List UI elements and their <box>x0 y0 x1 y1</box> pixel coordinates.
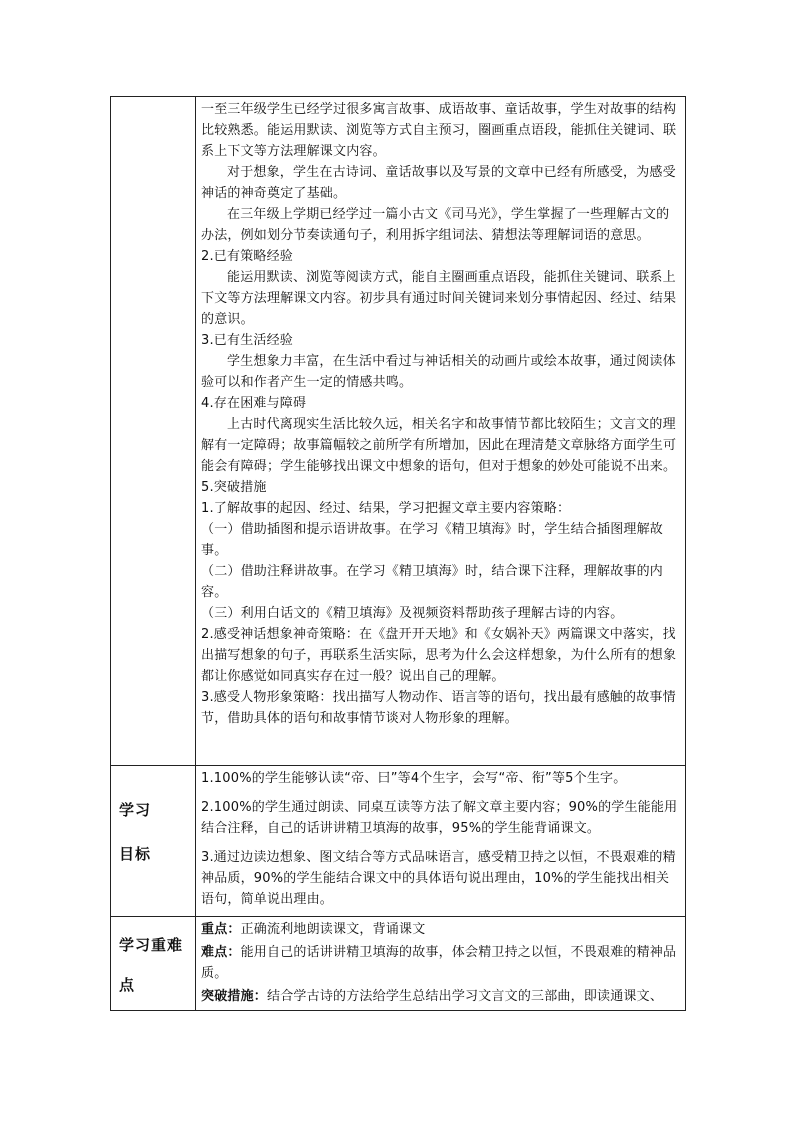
key-point-focus <box>201 919 681 940</box>
analysis-body <box>196 97 685 731</box>
key-points-row <box>111 917 686 1011</box>
analysis-paragraph: 2.已有策略经验 <box>201 249 294 264</box>
analysis-paragraph: 一至三年级学生已经学过很多寓言故事、成语故事、童话故事，学生对故事的结构比较熟悉。能运用默读、浏览等方式自主预习，圈画重点语段，能抓住关键词、联系上下文等方法理解课文内容。 <box>201 102 677 159</box>
analysis-paragraph: （三）利用白话文的《精卫填海》及视频资料帮助孩子理解古诗的内容。 <box>201 606 624 621</box>
goal-item-3: 3.通过边读边想象、图文结合等方式品味语言，感受精卫持之以恒，不畏艰难的精神品质，90%的学生能结合课文中的具体语句说出理由，10%的学生能找出相关语句，简单说出理由。 <box>201 850 676 907</box>
key-point-difficulty <box>201 942 681 984</box>
analysis-paragraph: 3.已有生活经验 <box>201 333 294 348</box>
analysis-paragraph: 5.突破措施 <box>201 480 267 495</box>
key-points-label-cell <box>111 917 196 1011</box>
analysis-paragraph: 2.感受神话想象神奇策略：在《盘开开天地》和《女娲补天》两篇课文中落实，找出描写想象的句子，再联系生活实际，思考为什么会这样想象，为什么所有的想象都让你感觉如同真实存在过一般？说出自己的理解。 <box>201 627 677 684</box>
analysis-paragraph: 在三年级上学期已经学过一篇小古文《司马光》，学生掌握了一些理解古文的办法，例如划分节奏读通句子，利用拆字组词法、猜想法等理解词语的意思。 <box>201 207 670 243</box>
analysis-content-cell <box>196 97 686 766</box>
key-point-focus-text: 正确流利地朗读课文，背诵课文 <box>240 922 426 937</box>
analysis-paragraph: 上古时代离现实生活比较久远，相关名字和故事情节都比较陌生；文言文的理解有一定障碍；故事篇幅较之前所学有所增加，因此在理清楚文章脉络方面学生可能会有障碍；学生能够找出课文中想象的语句，但对于想象的妙处可能说不出来。 <box>201 417 677 474</box>
analysis-paragraph: （一）借助插图和提示语讲故事。在学习《精卫填海》时，学生结合插图理解故事。 <box>201 522 664 558</box>
key-point-focus-title: 重点： <box>201 922 241 937</box>
key-point-measures-text: 结合学古诗的方法给学生总结出学习文言文的三部曲，即读通课文、 <box>267 989 664 1004</box>
analysis-paragraph: （二）借助注释讲故事。在学习《精卫填海》时，结合课下注释，理解故事的内容。 <box>201 564 664 600</box>
analysis-paragraph: 3.感受人物形象策略：找出描写人物动作、语言等的语句，找出最有感触的故事情节，借助具体的语句和故事情节谈对人物形象的理解。 <box>201 690 676 726</box>
analysis-paragraph: 1.了解故事的起因、经过、结果，学习把握文章主要内容策略： <box>201 501 571 516</box>
key-point-difficulty-title: 难点： <box>201 945 241 960</box>
goal-item-2: 2.100%的学生通过朗读、同桌互读等方法了解文章主要内容；90%的学生能能用结合注释，自己的话讲讲精卫填海的故事，95%的学生能背诵课文。 <box>201 800 678 836</box>
goals-label-line2: 目标 <box>119 845 152 863</box>
goal-item-1: 1.100%的学生能够认读“帝、曰”等4个生字，会写“帝、衔”等5个生字。 <box>201 771 627 786</box>
goals-label-cell <box>111 766 196 917</box>
lesson-plan-table <box>110 96 686 1011</box>
key-points-label-line2: 点 <box>119 976 136 994</box>
analysis-label-cell <box>111 97 196 766</box>
key-point-measures <box>201 986 681 1007</box>
analysis-paragraph: 4.存在困难与障碍 <box>201 396 307 411</box>
analysis-paragraph: 对于想象，学生在古诗词、童话故事以及写景的文章中已经有所感受，为感受神话的神奇奠定了基础。 <box>201 165 676 201</box>
key-points-label-line1: 学习重难 <box>119 936 184 954</box>
analysis-paragraph: 学生想象力丰富，在生活中看过与神话相关的动画片或绘本故事，通过阅读体验可以和作者产生一定的情感共鸣。 <box>201 354 676 390</box>
key-point-measures-title: 突破措施： <box>201 989 268 1004</box>
goals-label-line1: 学习 <box>119 801 152 819</box>
goals-content-cell <box>196 766 686 917</box>
analysis-row <box>111 97 686 766</box>
goals-row <box>111 766 686 917</box>
key-points-content-cell <box>196 917 686 1011</box>
key-point-difficulty-text: 能用自己的话讲讲精卫填海的故事，体会精卫持之以恒，不畏艰难的精神品质。 <box>201 945 677 981</box>
analysis-paragraph: 能运用默读、浏览等阅读方式，能自主圈画重点语段，能抓住关键词、联系上下文等方法理解课文内容。初步具有通过时间关键词来划分事情起因、经过、结果的意识。 <box>201 270 677 327</box>
